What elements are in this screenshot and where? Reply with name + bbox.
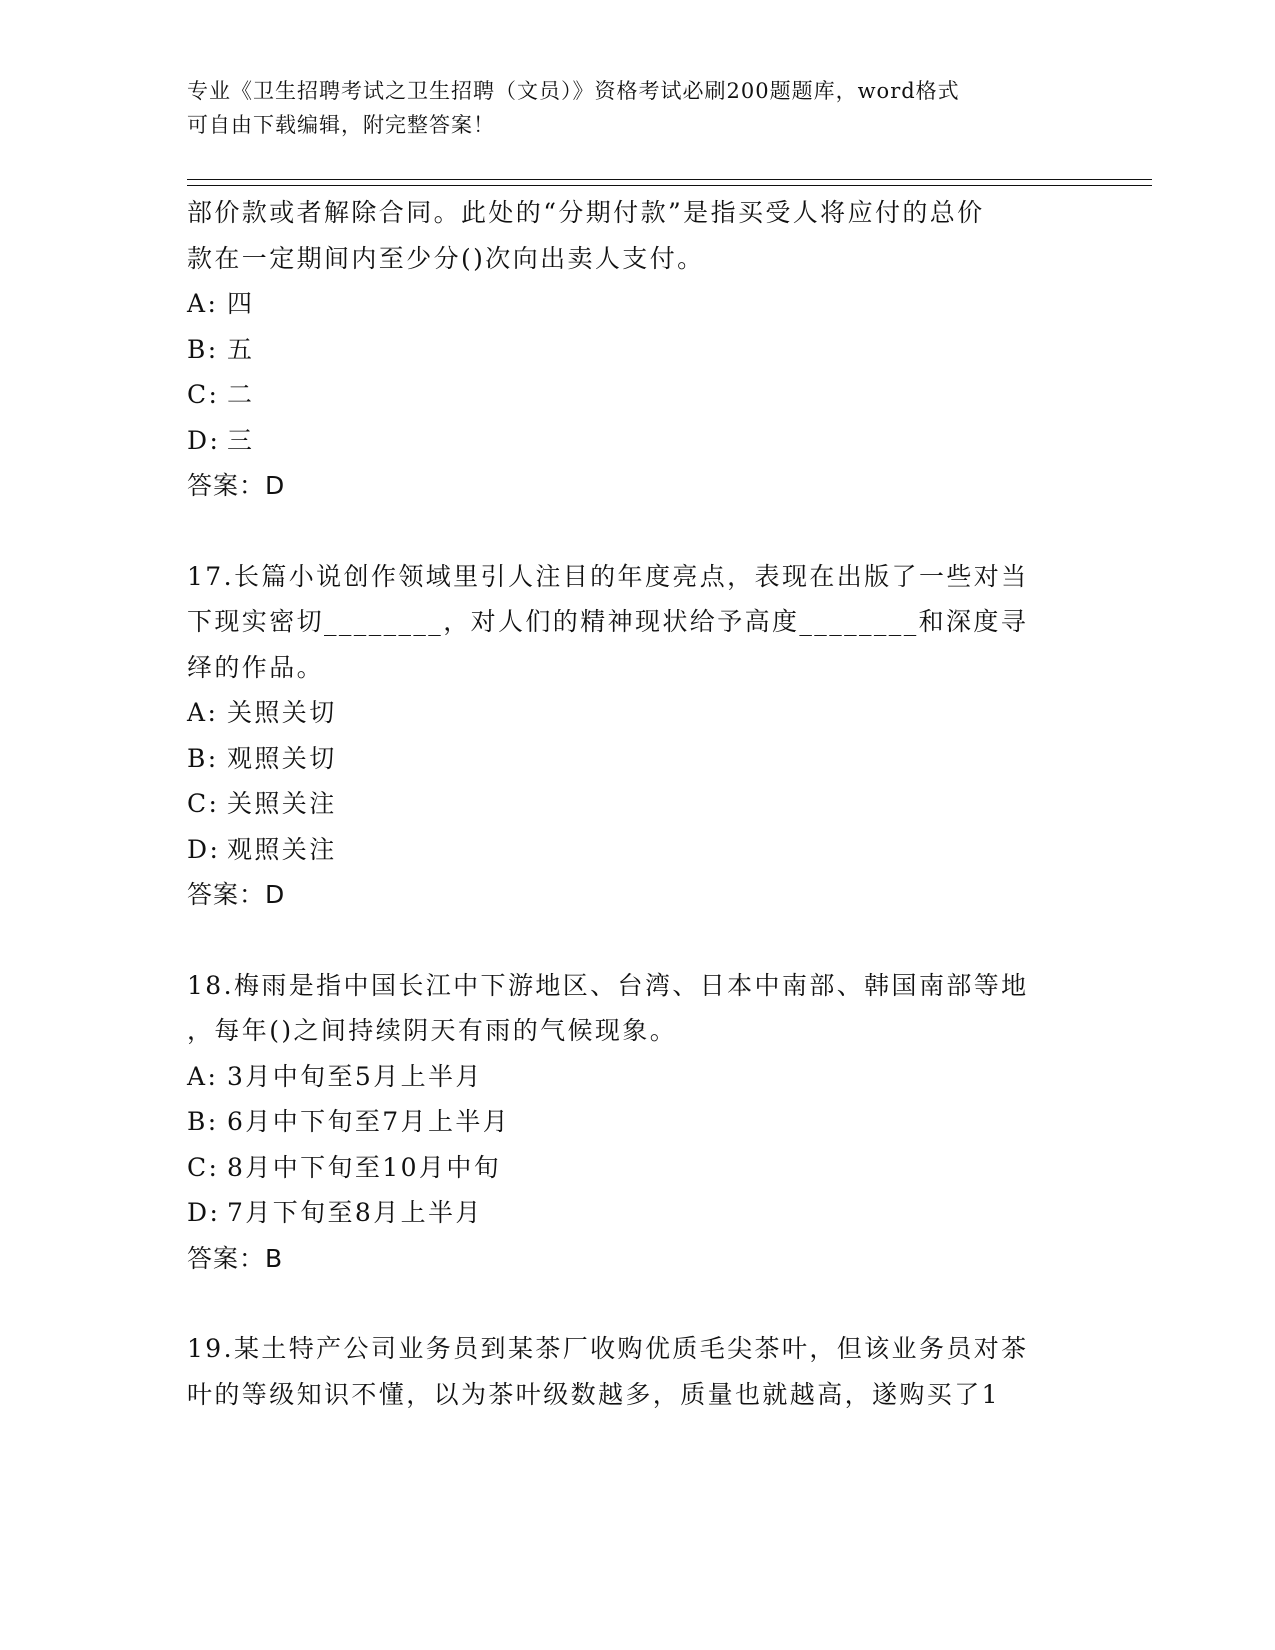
option-key: C:: [187, 789, 220, 818]
option-key: D:: [187, 425, 221, 455]
option-text: 7月下旬至8月上半月: [227, 1198, 483, 1227]
option-b: [187, 327, 1087, 373]
header-rule-top: [187, 179, 1152, 180]
option-key: D:: [187, 834, 221, 864]
option-key: C:: [187, 380, 220, 409]
answer-line: 答案：D: [187, 880, 286, 909]
question-16: [187, 190, 1087, 509]
question-text-line: 17.长篇小说创作领域里引人注目的年度亮点，表现在出版了一些对当: [187, 561, 1029, 591]
option-key: B:: [187, 1107, 219, 1136]
option-a: [187, 690, 1087, 736]
option-text: 观照关切: [227, 743, 337, 773]
option-c: [187, 372, 1087, 418]
option-d: [187, 1190, 1087, 1236]
option-c: [187, 781, 1087, 827]
option-text: 四: [227, 289, 255, 318]
document-header: [187, 74, 1067, 142]
question-text-line: 下现实密切________，对人们的精神现状给予高度________和深度寻: [187, 607, 1029, 636]
option-d: [187, 418, 1087, 464]
question-19: [187, 1326, 1087, 1417]
question-17: [187, 554, 1087, 918]
question-text-line: ，每年()之间持续阴天有雨的气候现象。: [187, 1016, 678, 1045]
option-key: C:: [187, 1152, 220, 1182]
option-text: 3月中旬至5月上半月: [227, 1061, 483, 1091]
header-rule-bottom: [187, 185, 1152, 186]
option-key: A:: [187, 698, 219, 727]
question-18: [187, 963, 1087, 1282]
option-b: [187, 1099, 1087, 1145]
answer-line: 答案：B: [187, 1243, 284, 1273]
header-line-1: 专业《卫生招聘考试之卫生招聘（文员）》资格考试必刷200题题库，word格式: [187, 79, 960, 103]
answer-line: 答案：D: [187, 471, 286, 500]
option-text: 关照关切: [227, 698, 337, 727]
option-key: A:: [187, 289, 219, 318]
option-key: B:: [187, 334, 219, 364]
header-line-2: 可自由下载编辑，附完整答案！: [187, 113, 495, 137]
option-key: A:: [187, 1061, 219, 1091]
option-a: [187, 281, 1087, 327]
option-b: [187, 736, 1087, 782]
question-text-line: 18.梅雨是指中国长江中下游地区、台湾、日本中南部、韩国南部等地: [187, 970, 1029, 1000]
option-key: B:: [187, 743, 219, 773]
question-text-line: 19.某土特产公司业务员到某茶厂收购优质毛尖茶叶，但该业务员对茶: [187, 1334, 1029, 1363]
option-text: 关照关注: [227, 789, 337, 818]
option-text: 三: [227, 425, 255, 455]
option-text: 五: [227, 334, 255, 364]
option-d: [187, 827, 1087, 873]
option-text: 观照关注: [227, 834, 337, 864]
question-text-line: 叶的等级知识不懂，以为茶叶级数越多，质量也就越高，遂购买了1: [187, 1379, 1000, 1409]
question-text-line: 款在一定期间内至少分()次向出卖人支付。: [187, 243, 705, 273]
spacer: [187, 1281, 1087, 1326]
option-text: 6月中下旬至7月上半月: [227, 1107, 511, 1136]
option-a: [187, 1054, 1087, 1100]
question-list: [187, 190, 1087, 1417]
spacer: [187, 918, 1087, 963]
question-text-line: 绎的作品。: [187, 652, 325, 682]
question-text-line: 部价款或者解除合同。此处的“分期付款”是指买受人将应付的总价: [187, 198, 985, 227]
spacer: [187, 509, 1087, 554]
option-c: [187, 1145, 1087, 1191]
option-text: 8月中下旬至10月中旬: [227, 1152, 502, 1182]
option-text: 二: [227, 380, 255, 409]
option-key: D:: [187, 1198, 221, 1227]
